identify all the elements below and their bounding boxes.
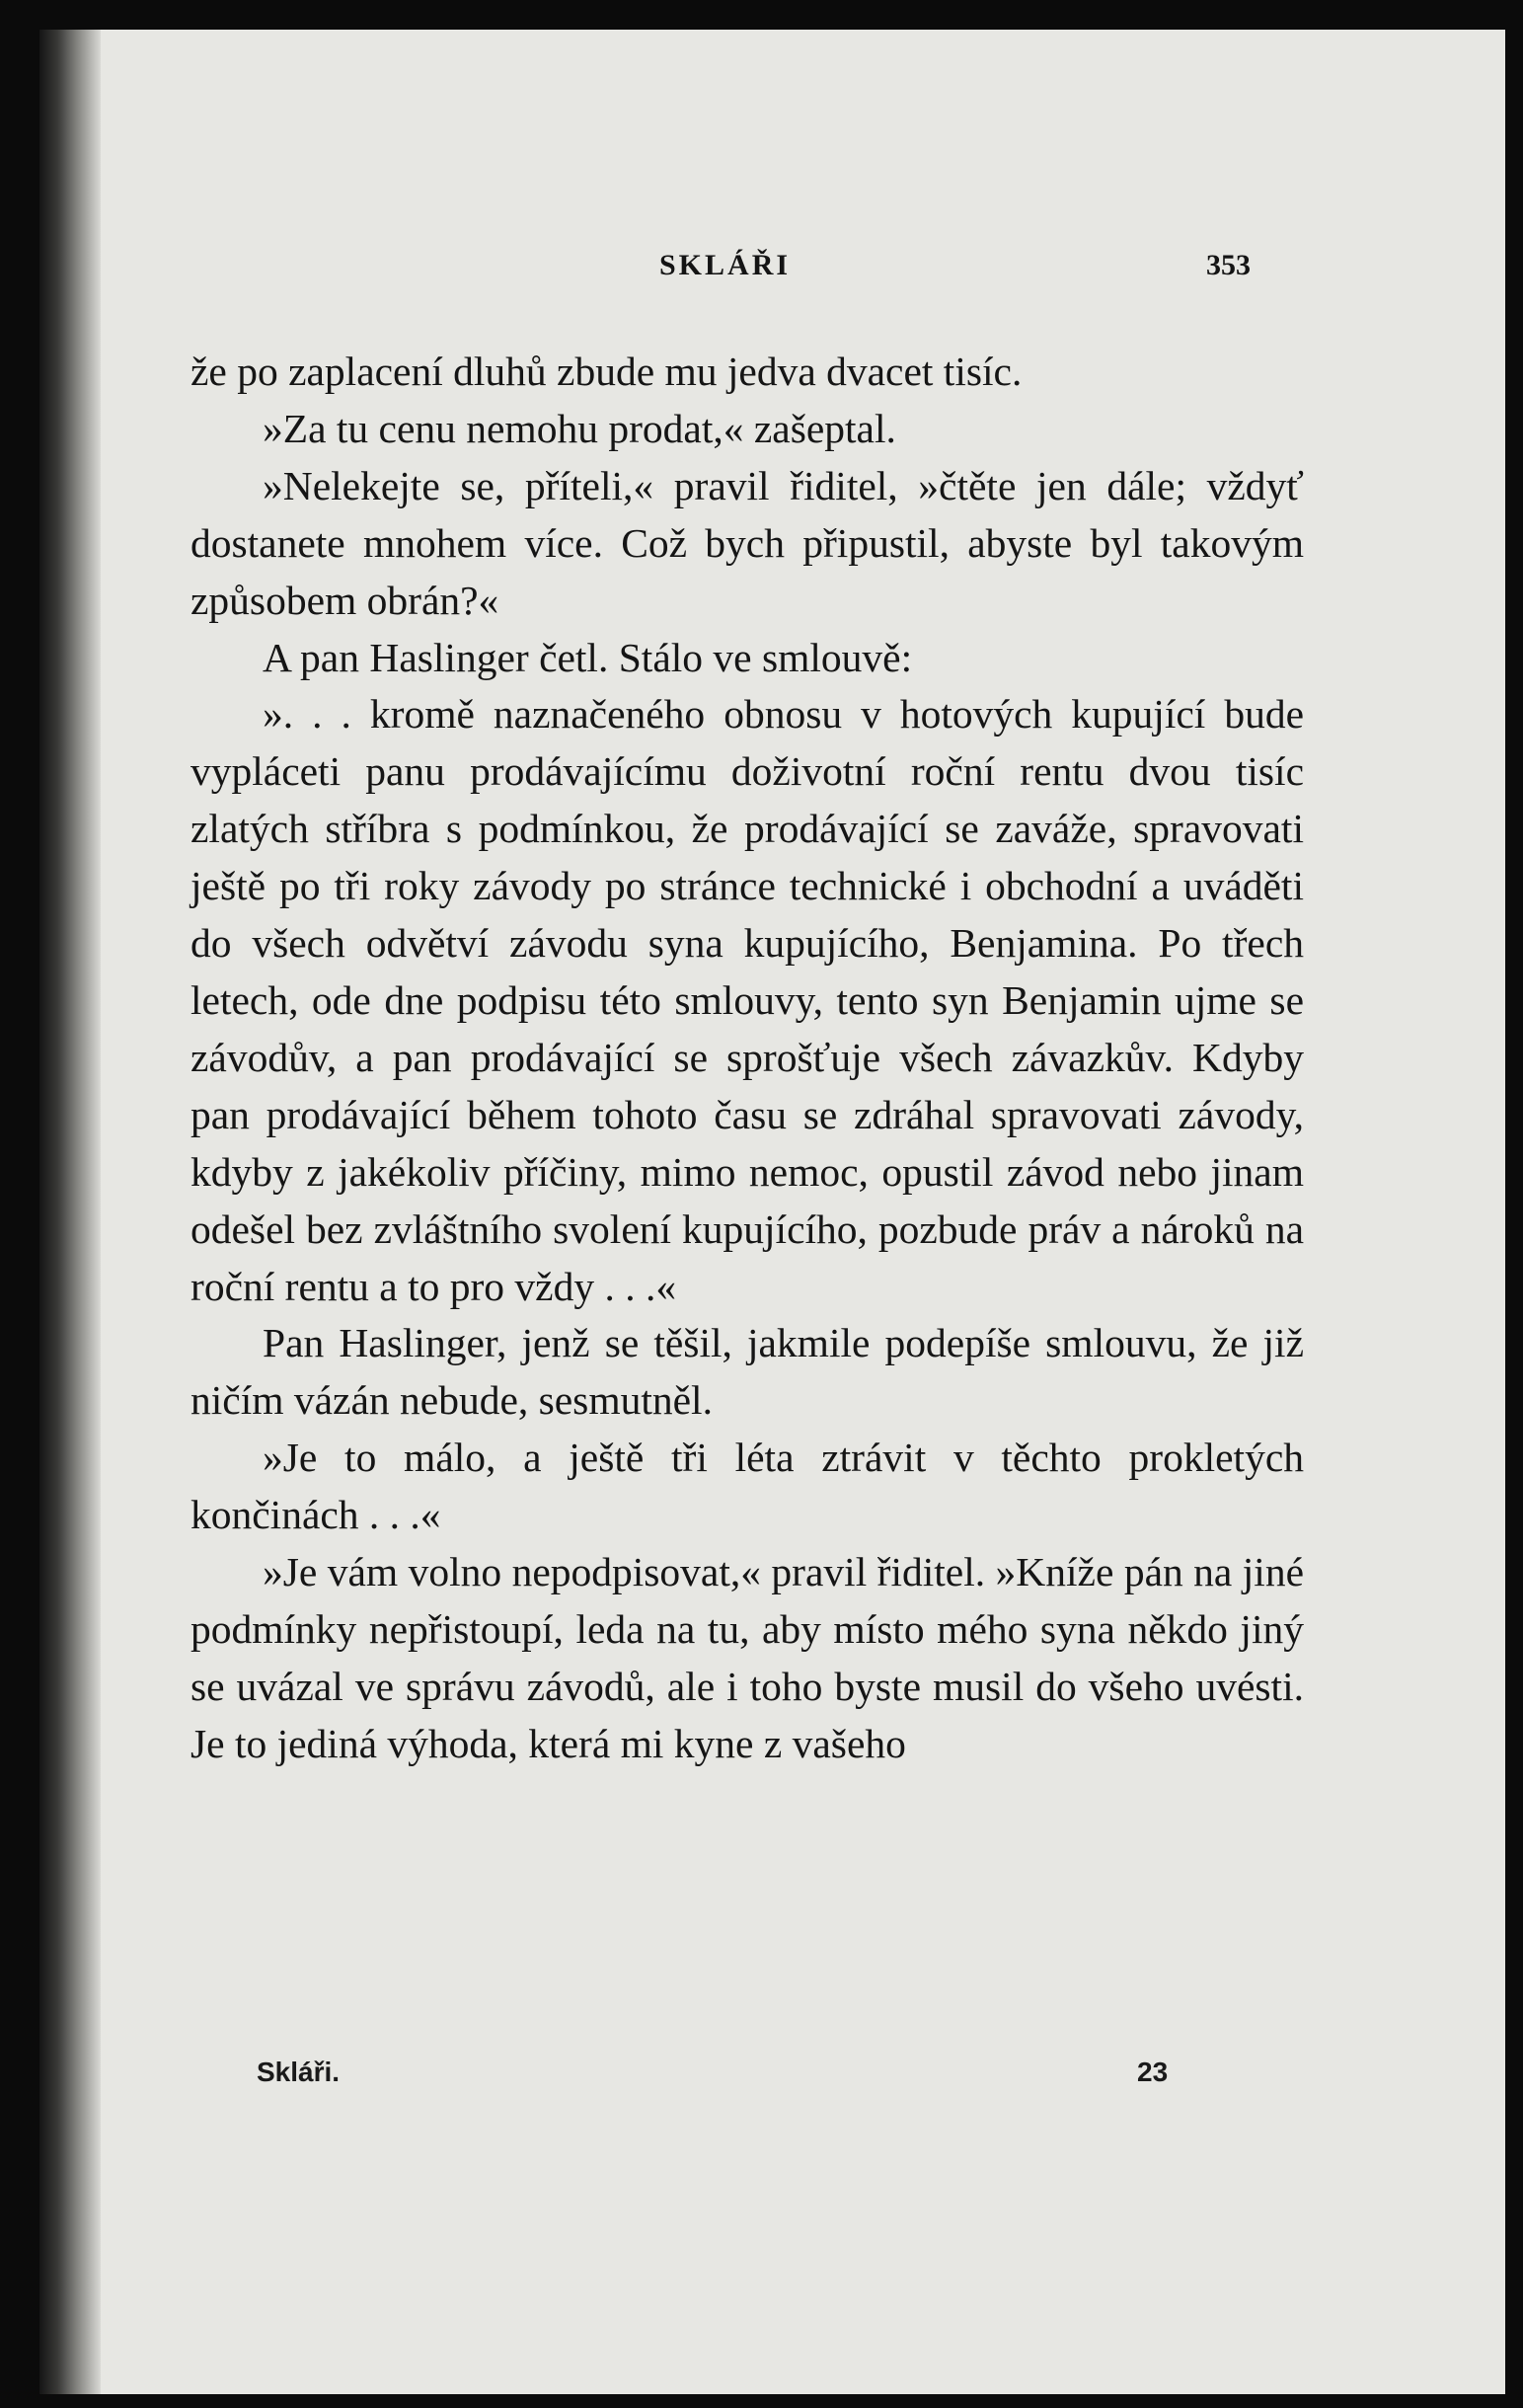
signature-title: Skláři. (257, 2057, 341, 2087)
paragraph: »Je to málo, a ještě tři léta ztrávit v těchto prokletých končinách . . .« (190, 1435, 1304, 1538)
paragraph: A pan Haslinger četl. Stálo ve smlouvě: (263, 634, 913, 680)
book-spine-shadow (39, 30, 101, 2394)
paragraph: Pan Haslinger, jenž se těšil, jakmile podepíše smlouvu, že již ničím vázán nebude, sesmutněl. (190, 1320, 1304, 1424)
book-page (39, 30, 1505, 2394)
signature-number: 23 (1137, 2057, 1169, 2087)
running-title: SKLÁŘI (659, 249, 792, 281)
paragraph: »Je vám volno nepodpisovat,« pravil řiditel. »Kníže pán na jiné podmínky nepřistoupí, leda na tu, aby místo mého syna někdo jiný se uvázal ve správu závodů, ale i toho byste musil do všeho uvésti. Je to jediná výhoda, která mi kyne z vašeho (190, 1549, 1304, 1766)
paragraph: že po zaplacení dluhů zbude mu jedva dvacet tisíc. (190, 349, 1023, 394)
paragraph: »Za tu cenu nemohu prodat,« zašeptal. (263, 405, 896, 451)
paragraph: ». . . kromě naznačeného obnosu v hotových kupující bude vypláceti panu prodávajícímu doživotní roční rentu dvou tisíc zlatých stříbra s podmínkou, že prodávající se zaváže, spravovati ještě po tři roky závody po stránce technické i obchodní a uváděti do všech odvětví závodu syna kupujícího, Benjamina. Po třech letech, ode dne podpisu této smlouvy, tento syn Benjamin ujme se závodův, a pan prodávající se sprošťuje všech závazkův. Kdyby pan prodávající během tohoto času se zdráhal spravovati závody, kdyby z jakékoliv příčiny, mimo nemoc, opustil závod nebo jinam odešel bez zvláštního svolení kupujícího, pozbude práv a nároků na roční rentu a to pro vždy . . .« (190, 691, 1304, 1309)
body-text (190, 344, 1304, 1773)
running-header (39, 239, 1505, 298)
page-number: 353 (1206, 249, 1251, 281)
paragraph: »Nelekejte se, příteli,« pravil řiditel, »čtěte jen dále; vždyť dostanete mnohem více. Což bych připustil, abyste byl takovým způsobem obrán?« (190, 462, 1304, 623)
